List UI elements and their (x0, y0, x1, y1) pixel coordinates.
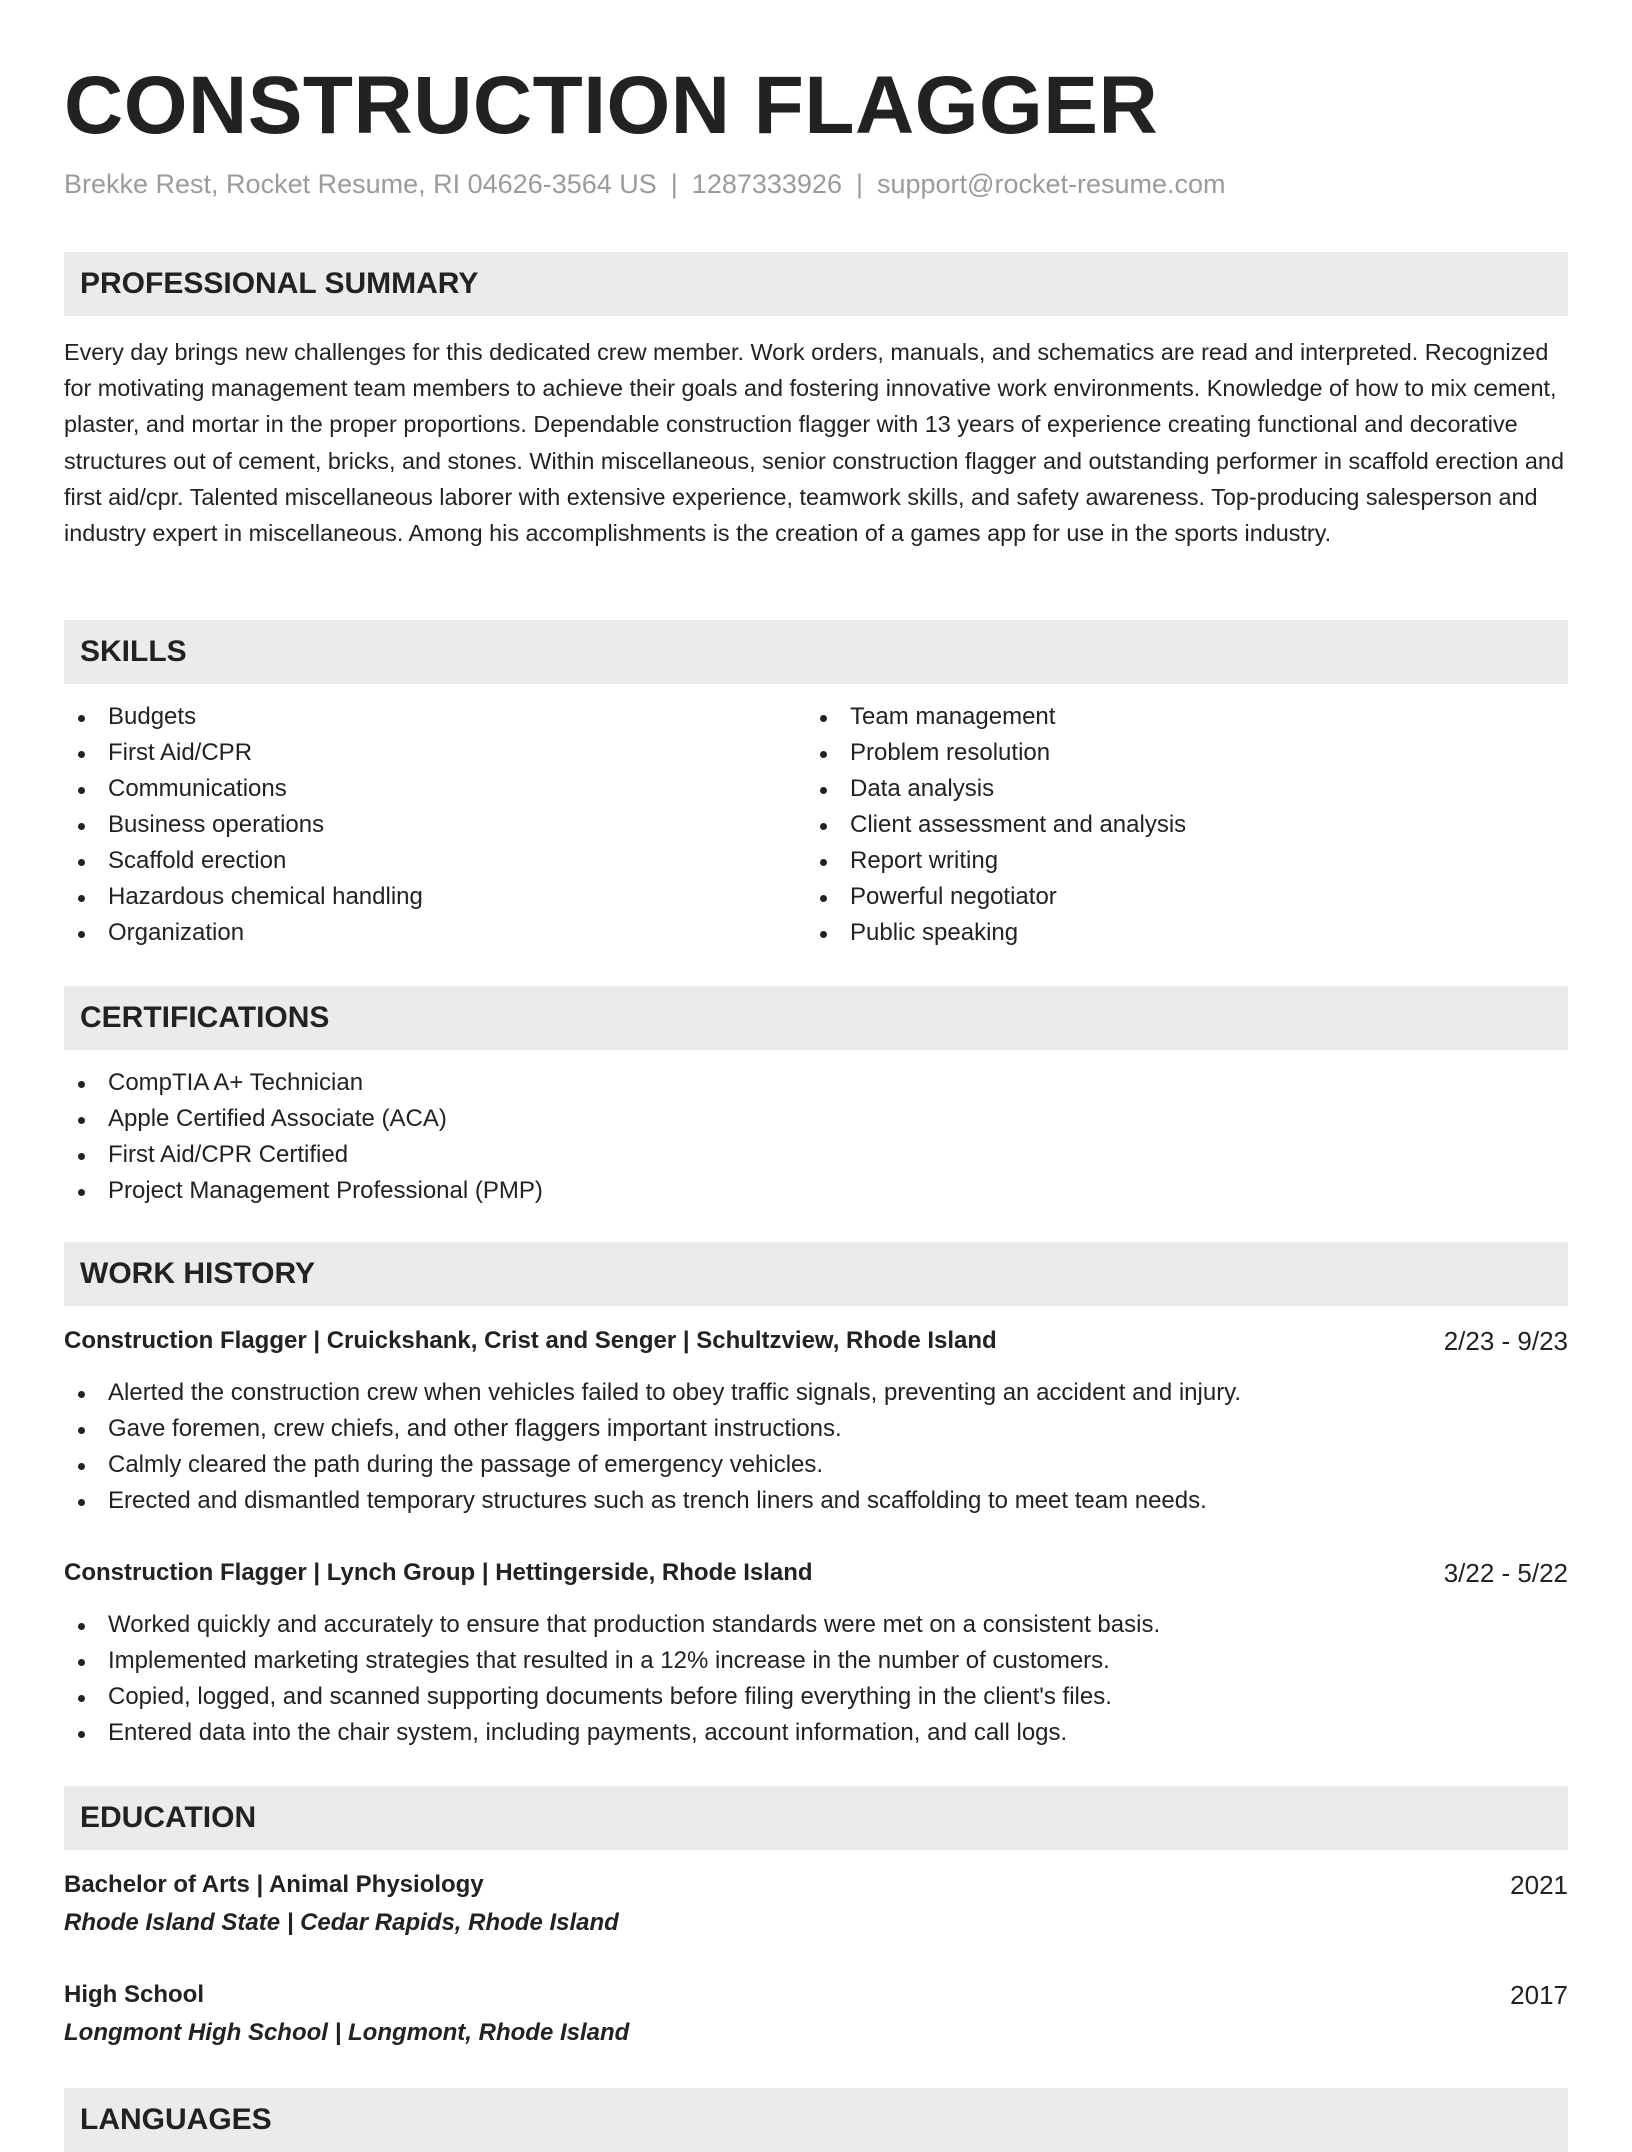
education-school: Rhode Island State | Cedar Rapids, Rhode Island (64, 1909, 619, 1936)
education-degree: High School (64, 1981, 204, 2008)
languages-section-header (64, 2088, 1568, 2152)
job-bullet: Alerted the construction crew when vehicles failed to obey traffic signals, preventing an accident and injury. (64, 1375, 1241, 1411)
skill-item: Report writing (806, 843, 1186, 879)
summary-section-header (64, 252, 1568, 316)
job-bullet: Gave foremen, crew chiefs, and other flaggers important instructions. (64, 1411, 1241, 1447)
skills-section-header (64, 620, 1568, 684)
contact-separator: | (855, 169, 863, 199)
contact-separator: | (670, 169, 678, 199)
certification-item: Apple Certified Associate (ACA) (64, 1101, 543, 1137)
skill-item: Hazardous chemical handling (64, 879, 423, 915)
job-bullet: Entered data into the chair system, including payments, account information, and call logs. (64, 1715, 1160, 1751)
skills-heading: SKILLS (80, 635, 187, 668)
job-bullet-list (64, 1375, 1241, 1519)
certification-item: First Aid/CPR Certified (64, 1137, 543, 1173)
certification-item: Project Management Professional (PMP) (64, 1173, 543, 1209)
job-title: Construction Flagger | Cruickshank, Crist and Senger | Schultzview, Rhode Island (64, 1327, 997, 1354)
contact-address: Brekke Rest, Rocket Resume, RI 04626-3564 US (64, 169, 657, 199)
job-bullet-list (64, 1607, 1160, 1751)
education-degree: Bachelor of Arts | Animal Physiology (64, 1871, 484, 1898)
skill-item: Communications (64, 771, 423, 807)
skills-list-left (64, 699, 423, 951)
certifications-heading: CERTIFICATIONS (80, 1001, 330, 1034)
certifications-list (64, 1065, 543, 1209)
skill-item: Organization (64, 915, 423, 951)
education-year: 2017 (1510, 1980, 1568, 2010)
contact-email: support@rocket-resume.com (876, 169, 1226, 199)
education-school: Longmont High School | Longmont, Rhode Island (64, 2019, 630, 2046)
education-section-header (64, 1786, 1568, 1850)
skills-list-right (806, 699, 1186, 951)
skill-item: Client assessment and analysis (806, 807, 1186, 843)
contact-line (64, 166, 1226, 202)
job-bullet: Copied, logged, and scanned supporting documents before filing everything in the client's files. (64, 1679, 1160, 1715)
contact-phone: 1287333926 (691, 169, 842, 199)
skill-item: Budgets (64, 699, 423, 735)
job-dates: 3/22 - 5/22 (1443, 1558, 1568, 1588)
work-history-heading: WORK HISTORY (80, 1257, 316, 1290)
skill-item: Data analysis (806, 771, 1186, 807)
job-dates: 2/23 - 9/23 (1443, 1326, 1568, 1356)
skill-item: Business operations (64, 807, 423, 843)
skill-item: First Aid/CPR (64, 735, 423, 771)
summary-heading: PROFESSIONAL SUMMARY (80, 267, 479, 300)
skill-item: Team management (806, 699, 1186, 735)
job-bullet: Erected and dismantled temporary structures such as trench liners and scaffolding to meet team needs. (64, 1483, 1241, 1519)
job-bullet: Implemented marketing strategies that resulted in a 12% increase in the number of customers. (64, 1643, 1160, 1679)
work-history-section-header (64, 1242, 1568, 1306)
skill-item: Problem resolution (806, 735, 1186, 771)
certifications-section-header (64, 986, 1568, 1050)
skill-item: Powerful negotiator (806, 879, 1186, 915)
education-year: 2021 (1510, 1870, 1568, 1900)
education-heading: EDUCATION (80, 1801, 257, 1834)
languages-heading: LANGUAGES (80, 2103, 272, 2136)
summary-text: Every day brings new challenges for this dedicated crew member. Work orders, manuals, and schematics are read and interpreted. Recognized for motivating management team members to achieve their goals and fostering innovative work environments. Knowledge of how to mix cement, plaster, and mortar in the proper proportions. Dependable construction flagger with 13 years of experience creating functional and decorative structures out of cement, bricks, and stones. Within miscellaneous, senior construction flagger and outstanding performer in scaffold erection and first aid/cpr. Talented miscellaneous laborer with extensive experience, teamwork skills, and safety awareness. Top-producing salesperson and industry expert in miscellaneous. Among his accomplishments is the creation of a games app for use in the sports industry. (64, 339, 1564, 547)
candidate-name: CONSTRUCTION FLAGGER (64, 60, 1159, 151)
skill-item: Scaffold erection (64, 843, 423, 879)
job-title: Construction Flagger | Lynch Group | Hettingerside, Rhode Island (64, 1559, 813, 1586)
job-bullet: Calmly cleared the path during the passage of emergency vehicles. (64, 1447, 1241, 1483)
job-bullet: Worked quickly and accurately to ensure that production standards were met on a consistent basis. (64, 1607, 1160, 1643)
skill-item: Public speaking (806, 915, 1186, 951)
certification-item: CompTIA A+ Technician (64, 1065, 543, 1101)
